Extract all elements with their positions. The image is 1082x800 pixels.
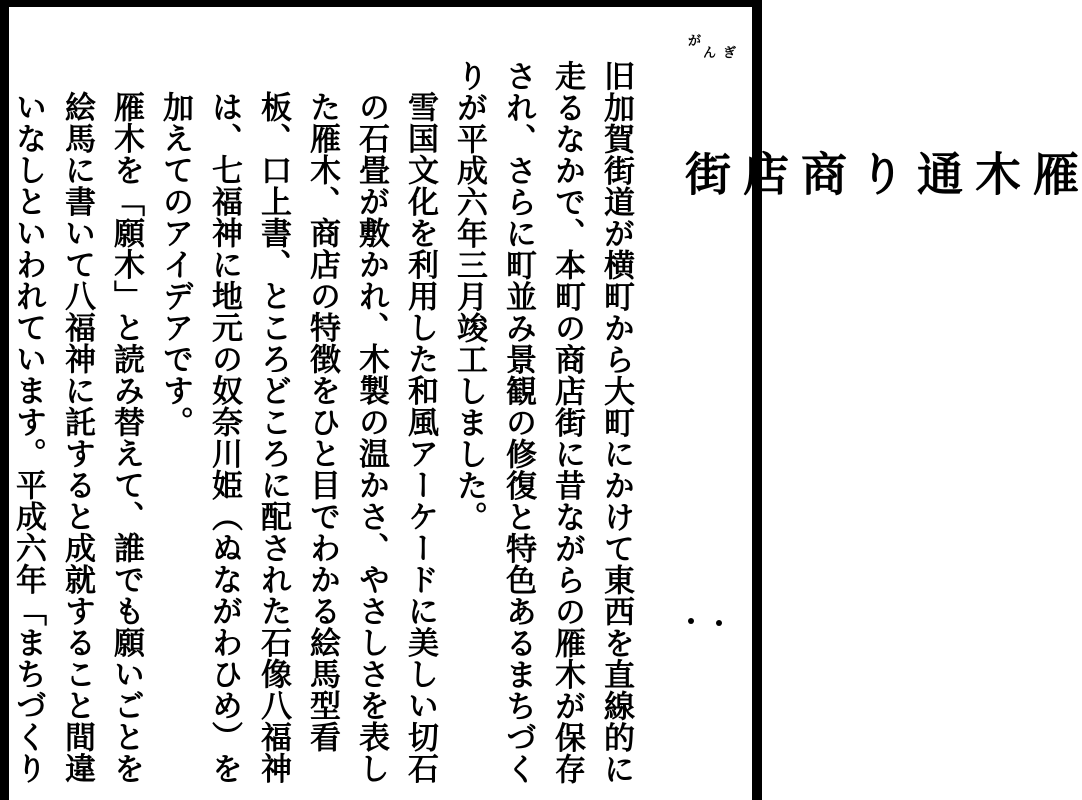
title-ruby-ga: が <box>688 34 702 49</box>
sign-title: 雁木通り商店街 <box>678 150 1080 197</box>
stain-mark <box>716 620 722 626</box>
sign-body-text <box>10 60 640 800</box>
sign-frame-top-edge <box>0 0 762 7</box>
paragraph-history: 旧加賀街道が横町から大町にかけて東西を直線的に走るなかで、本町の商店街に昔ながらの雁木が保存され、さらに町並み景観の修復と特色あるまちづくりが平成六年三月竣工しました。 <box>451 60 634 785</box>
paragraph-wishes: 雁木を「願木」と読み替えて、誰でも願いごとを絵馬に書いて八福神に託すると成就すること間違いなしといわれています。平成六年「まちづくり <box>10 91 144 784</box>
stain-mark <box>688 618 694 624</box>
title-ruby-n: ん <box>703 46 717 61</box>
title-ruby-gi: ぎ <box>723 46 737 61</box>
sign-frame-right-edge <box>752 0 762 800</box>
paragraph-arcade: 雪国文化を利用した和風アーケードに美しい切石の石畳が敷かれ、木製の温かさ、やさしさを表した雁木、商店の特徴をひと目でわかる絵馬型看板、口上書、ところどころに配された石像八福神は、七福神に地元の奴奈川姫（ぬながわひめ）を加えてのアイデアです。 <box>157 91 438 784</box>
